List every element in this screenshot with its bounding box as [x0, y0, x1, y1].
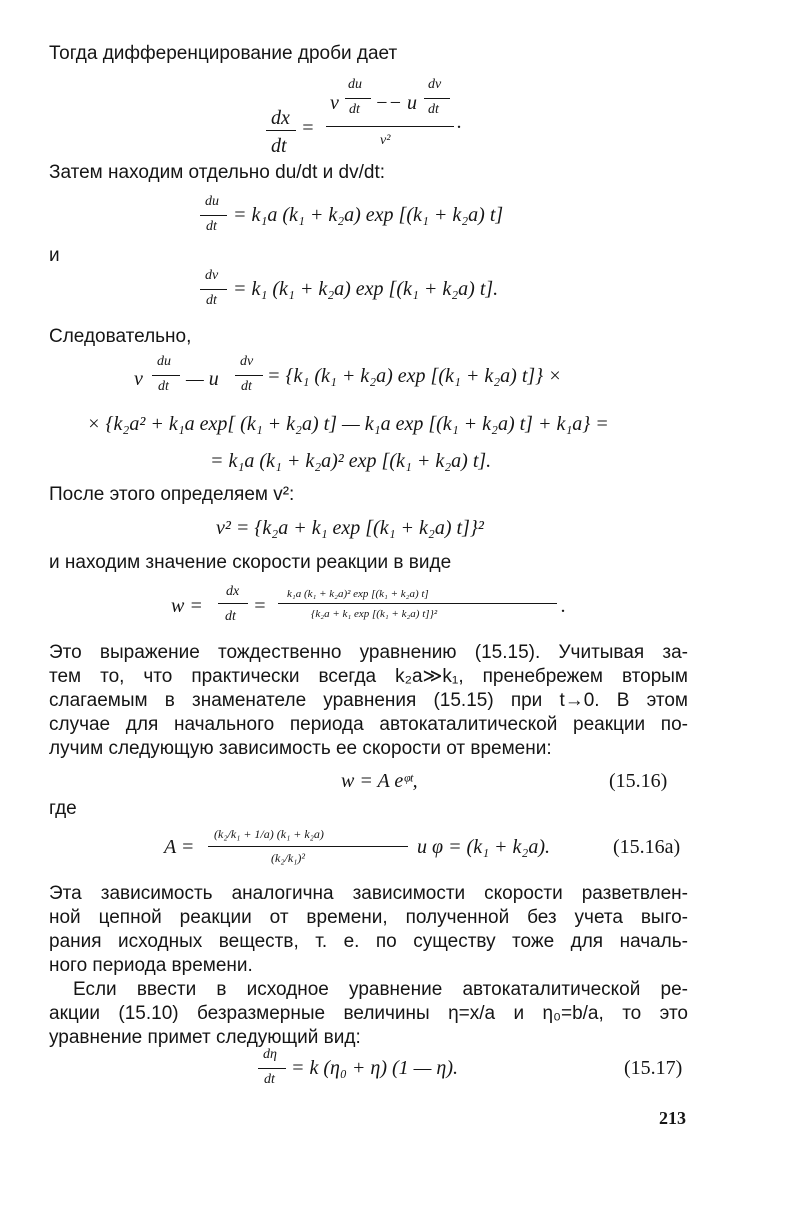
- paragraph-line: Эта зависимость аналогична зависимости скорости разветвлен-: [49, 883, 688, 904]
- e10-A: A =: [164, 836, 195, 858]
- e11-rhs: = k (η₀ + η) (1 — η).: [291, 1057, 459, 1079]
- e11-denominator: dt: [264, 1072, 275, 1087]
- equation-number-15-17: (15.17): [624, 1057, 683, 1079]
- e4-dt-1: dt: [158, 379, 169, 394]
- equation-7: v² = {k₂a + k₁ exp [(k₁ + k₂a) t]}²: [216, 517, 484, 539]
- e1-top-bar-2: [424, 98, 450, 99]
- equation-6: = k₁a (k₁ + k₂a)² exp [(k₁ + k₂a) t].: [210, 450, 492, 472]
- e8-numerator: dx: [226, 584, 240, 599]
- paragraph-line: ного периода времени.: [49, 955, 253, 976]
- text-line-after: После этого определяем v²:: [49, 484, 295, 505]
- e2-numerator: du: [205, 194, 219, 209]
- paragraph-line: рания исходных веществ, т. е. по существу тоже для началь-: [49, 931, 688, 952]
- e1-equals: =: [301, 117, 315, 139]
- e1-lhs-numerator: dx: [271, 107, 290, 129]
- e4-v: v: [134, 368, 143, 390]
- e3-bar: [200, 289, 227, 290]
- e11-numerator: dη: [263, 1047, 277, 1062]
- paragraph-line: Это выражение тождественно уравнению (15.15). Учитывая за-: [49, 642, 688, 663]
- e4-bar-2: [235, 375, 263, 376]
- text-line-find: и находим значение скорости реакции в виде: [49, 552, 452, 573]
- e4-dt-2: dt: [241, 379, 252, 394]
- e1-top-v: v: [330, 92, 339, 114]
- paragraph-line: уравнение примет следующий вид:: [49, 1027, 361, 1048]
- e1-main-bar: [326, 126, 454, 127]
- e8-w: w =: [171, 595, 203, 617]
- e8-denominator: dt: [225, 609, 236, 624]
- e1-period: .: [457, 111, 462, 133]
- e1-lhs-bar: [266, 130, 296, 131]
- page-number: 213: [659, 1108, 686, 1128]
- e1-top-dv: dv: [428, 77, 442, 92]
- e10-numerator: (k₂/k₁ + 1/a) (k₁ + k₂a): [214, 827, 324, 841]
- equation-9: w = A eᵠᵗ,: [341, 770, 418, 792]
- equation-number-15-16a: (15.16a): [613, 836, 681, 858]
- e2-denominator: dt: [206, 219, 217, 234]
- e8-equals: =: [253, 595, 267, 617]
- e1-denominator: v²: [380, 133, 391, 148]
- e4-du: du: [157, 354, 171, 369]
- e4-minus-u: — u: [186, 368, 219, 390]
- paragraph-line: тем то, что практически всегда k₂a≫k₁, пренебрежем вторым: [49, 666, 688, 687]
- e8-bar-1: [218, 603, 248, 604]
- e4-dv: dv: [240, 354, 254, 369]
- e1-top-dt-2: dt: [428, 102, 439, 117]
- e8-big-numerator: k₁a (k₁ + k₂a)² exp [(k₁ + k₂a) t]: [287, 588, 429, 600]
- e1-lhs-denominator: dt: [271, 135, 287, 157]
- paragraph-line: Если ввести в исходное уравнение автокаталитической ре-: [73, 979, 688, 1000]
- paragraph-line: лучим следующую зависимость ее скорости от времени:: [49, 738, 552, 759]
- e1-top-du: du: [348, 77, 362, 92]
- e10-denominator: (k₂/k₁)²: [271, 851, 305, 865]
- e8-big-bar: [278, 603, 557, 604]
- paragraph-line: случае для начального периода автокаталитической реакции по-: [49, 714, 688, 735]
- text-and: и: [49, 245, 60, 266]
- e8-period: .: [561, 595, 566, 617]
- text-line-then: Затем находим отдельно du/dt и dv/dt:: [49, 162, 386, 183]
- paragraph-line: акции (15.10) безразмерные величины η=x/a и η₀=b/a, то это: [49, 1003, 688, 1024]
- e1-top-minus-u: −− u: [375, 92, 417, 114]
- text-line-intro: Тогда дифференцирование дроби дает: [49, 43, 398, 64]
- e1-top-bar-1: [345, 98, 371, 99]
- paragraph-line: ной цепной реакции от времени, полученной без учета выго-: [49, 907, 688, 928]
- text-line-therefore: Следовательно,: [49, 326, 192, 347]
- e4-rhs: = {k₁ (k₁ + k₂a) exp [(k₁ + k₂a) t]} ×: [267, 365, 562, 387]
- e3-numerator: dv: [205, 268, 219, 283]
- e1-top-dt-1: dt: [349, 102, 360, 117]
- e10-bar: [208, 846, 408, 847]
- paragraph-line: слагаемым в знаменателе уравнения (15.15) при t→0. В этом: [49, 690, 688, 711]
- e10-rhs: и φ = (k₁ + k₂a).: [417, 836, 551, 858]
- e2-rhs: = k₁a (k₁ + k₂a) exp [(k₁ + k₂a) t]: [233, 204, 504, 226]
- e11-bar: [258, 1068, 286, 1069]
- e4-bar-1: [152, 375, 180, 376]
- e3-rhs: = k₁ (k₁ + k₂a) exp [(k₁ + k₂a) t].: [233, 278, 499, 300]
- e2-bar: [200, 215, 227, 216]
- text-where: где: [49, 798, 77, 819]
- e8-big-denominator: {k₂a + k₁ exp [(k₁ + k₂a) t]}²: [311, 608, 438, 620]
- equation-5: × {k₂a² + k₁a exp[ (k₁ + k₂a) t] — k₁a exp [(k₁ + k₂a) t] + k₁a} =: [87, 413, 609, 435]
- equation-number-15-16: (15.16): [609, 770, 668, 792]
- e3-denominator: dt: [206, 293, 217, 308]
